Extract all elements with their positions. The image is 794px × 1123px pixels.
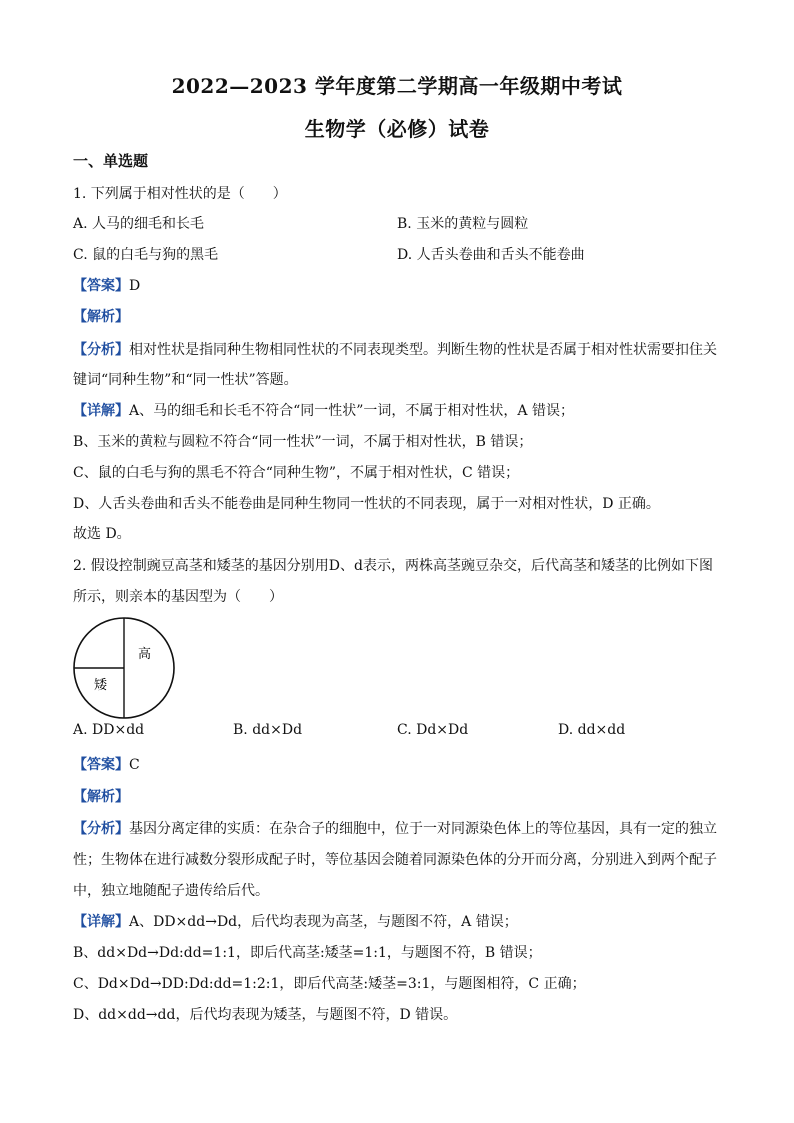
detail-tag: 【详解】	[73, 403, 129, 419]
q2-stem-line-1: 2. 假设控制豌豆高茎和矮茎的基因分别用D、d表示，两株高茎豌豆杂交，后代高茎和矮茎的比例如下图	[73, 558, 713, 574]
q2-option-b: B. dd×Dd	[233, 722, 303, 738]
q2-explain-line	[73, 786, 129, 806]
q2-analysis-line-2: 性；生物体在进行减数分裂形成配子时，等位基因会随着同源染色体的分开而分离，分别进入到两个配子	[73, 852, 717, 868]
q1-detail-line-a	[73, 400, 574, 420]
q2-analysis-line-3: 中，独立地随配子遗传给后代。	[73, 883, 269, 899]
q1-detail-line-c: C、鼠的白毛与狗的黑毛不符合“同种生物”，不属于相对性状，C 错误；	[73, 465, 520, 481]
q2-option-a: A. DD×dd	[73, 722, 145, 738]
section-title: 一、单选题	[73, 152, 149, 170]
explain-tag: 【解析】	[73, 789, 129, 805]
q2-detail-line-d: D、dd×dd→dd，后代均表现为矮茎，与题图不符，D 错误。	[73, 1007, 458, 1023]
analysis-tag: 【分析】	[73, 821, 129, 837]
q2-stem-line-2: 所示，则亲本的基因型为（ ）	[73, 589, 283, 605]
answer-tag: 【答案】	[73, 757, 129, 773]
q1-explain-line	[73, 306, 129, 326]
q1-answer-line	[73, 275, 140, 295]
q2-detail-line-a	[73, 911, 518, 931]
q2-answer: C	[129, 757, 140, 773]
q2-analysis-line-1	[73, 818, 717, 838]
q1-analysis-line-2: 键词“同种生物”和“同一性状”答题。	[73, 372, 298, 388]
q2-pie-figure	[68, 612, 180, 724]
q1-detail-line-b: B、玉米的黄粒与圆粒不符合“同一性状”一词，不属于相对性状，B 错误；	[73, 434, 533, 450]
q2-option-c: C. Dd×Dd	[397, 722, 469, 738]
analysis-tag: 【分析】	[73, 342, 129, 358]
pie-label-short: 矮	[94, 678, 108, 693]
q2-answer-line	[73, 754, 140, 774]
q2-detail-text-a: A、DD×dd→Dd，后代均表现为高茎，与题图不符，A 错误；	[129, 914, 518, 930]
exam-title: 2022—2023 学年度第二学期高一年级期中考试	[171, 74, 623, 98]
detail-tag: 【详解】	[73, 914, 129, 930]
q1-detail-line-d: D、人舌头卷曲和舌头不能卷曲是同种生物同一性状的不同表现，属于一对相对性状，D 正确。	[73, 496, 660, 512]
exam-subtitle: 生物学（必修）试卷	[304, 117, 490, 141]
answer-tag: 【答案】	[73, 278, 129, 294]
q1-analysis-line-1	[73, 339, 717, 359]
q2-option-d: D. dd×dd	[558, 722, 626, 738]
q2-detail-line-c: C、Dd×Dd→DD:Dd:dd=1:2:1，即后代高茎:矮茎=3:1，与题图相符，C 正确；	[73, 976, 586, 992]
q1-detail-text-a: A、马的细毛和长毛不符合“同一性状”一词，不属于相对性状，A 错误；	[129, 403, 574, 419]
q1-option-d: D. 人舌头卷曲和舌头不能卷曲	[397, 247, 585, 263]
q1-option-c: C. 鼠的白毛与狗的黑毛	[73, 247, 219, 263]
q2-detail-line-b: B、dd×Dd→Dd:dd=1:1，即后代高茎:矮茎=1:1，与题图不符，B 错误；	[73, 945, 542, 961]
q2-analysis-text-1: 基因分离定律的实质：在杂合子的细胞中，位于一对同源染色体上的等位基因，具有一定的独立	[129, 821, 717, 837]
q1-option-b: B. 玉米的黄粒与圆粒	[397, 216, 529, 232]
q1-option-a: A. 人马的细毛和长毛	[73, 216, 205, 232]
q1-answer: D	[129, 278, 141, 294]
q1-conclusion: 故选 D。	[73, 526, 131, 542]
q1-analysis-text-1: 相对性状是指同种生物相同性状的不同表现类型。判断生物的性状是否属于相对性状需要扣住关	[129, 342, 717, 358]
explain-tag: 【解析】	[73, 309, 129, 325]
q1-stem: 1. 下列属于相对性状的是（ ）	[73, 186, 287, 202]
pie-label-tall: 高	[138, 647, 152, 662]
